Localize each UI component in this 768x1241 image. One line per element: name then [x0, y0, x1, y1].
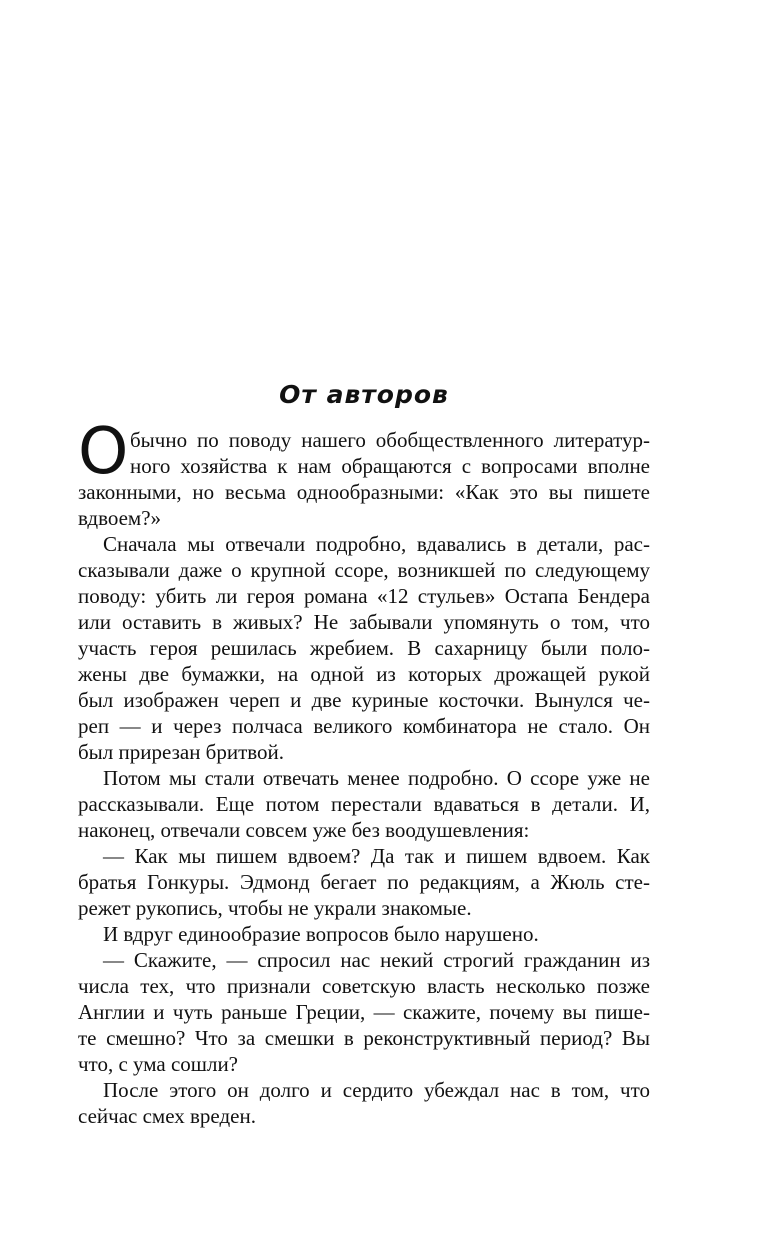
text-line: жены две бумажки, на одной из которых дрожащей рукой [78, 662, 650, 686]
text-line: участь героя решилась жребием. В сахарницу были поло- [78, 636, 650, 660]
text-line: режет рукопись, чтобы не украли знакомые. [78, 896, 472, 920]
text-line: сейчас смех вреден. [78, 1104, 256, 1128]
text-line: И вдруг единообразие вопросов было нарушено. [103, 922, 539, 946]
text-line: братья Гонкуры. Эдмонд бегает по редакциям, а Жюль сте- [78, 870, 650, 894]
text-line: наконец, отвечали совсем уже без воодушевления: [78, 818, 530, 842]
text-line: вдвоем?» [78, 506, 162, 530]
text-line: После этого он долго и сердито убеждал нас в том, что [103, 1078, 650, 1102]
text-line: Сначала мы отвечали подробно, вдавались в детали, рас- [103, 532, 650, 556]
chapter-title: От авторов [279, 380, 449, 409]
text-line: те смешно? Что за смешки в реконструктивный период? Вы [78, 1026, 650, 1050]
text-line: законными, но весьма однообразными: «Как это вы пишете [78, 480, 650, 504]
text-line: поводу: убить ли героя романа «12 стульев» Остапа Бендера [78, 584, 650, 608]
text-line: числа тех, что признали советскую власть несколько позже [78, 974, 650, 998]
text-line: Англии и чуть раньше Греции, — скажите, почему вы пише- [78, 1000, 650, 1024]
text-line: рассказывали. Еще потом перестали вдаваться в детали. И, [78, 792, 650, 816]
text-line: сказывали даже о крупной ссоре, возникшей по следующему [78, 558, 650, 582]
text-line: — Скажите, — спросил нас некий строгий гражданин из [103, 948, 650, 972]
text-line: Потом мы стали отвечать менее подробно. О ссоре уже не [103, 766, 650, 790]
text-line: бычно по поводу нашего обобществленного литератур- [130, 428, 650, 452]
text-line: был изображен череп и две куриные косточки. Вынулся че- [78, 688, 650, 712]
text-line: реп — и через полчаса великого комбинатора не стало. Он [78, 714, 650, 738]
drop-cap: О [78, 415, 129, 489]
text-line: или оставить в живых? Не забывали упомянуть о том, что [78, 610, 650, 634]
text-line: был прирезан бритвой. [78, 740, 285, 764]
text-line: ного хозяйства к нам обращаются с вопросами вполне [130, 454, 650, 478]
text-line: что, с ума сошли? [78, 1052, 239, 1076]
text-line: — Как мы пишем вдвоем? Да так и пишем вдвоем. Как [103, 844, 650, 868]
body-text [78, 415, 650, 1129]
